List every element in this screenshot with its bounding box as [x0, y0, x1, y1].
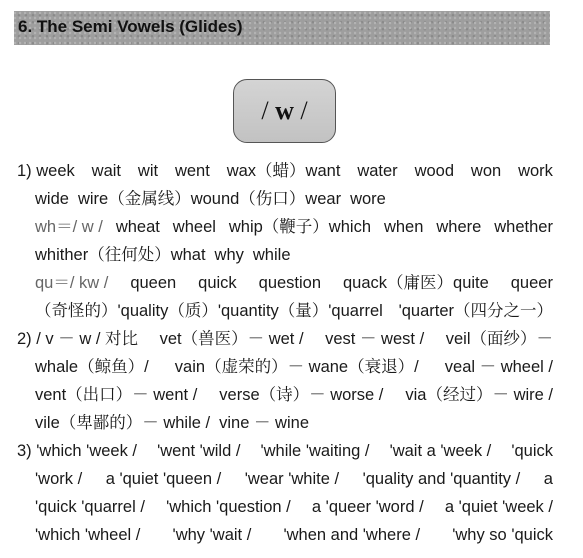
word-item: wheel	[172, 218, 216, 236]
word-item: whip（鞭子）which	[228, 218, 371, 236]
text-line	[35, 297, 553, 325]
word-item: vent（出口）－ went /	[35, 386, 198, 404]
word-item: a 'queer 'word /	[311, 498, 424, 516]
word-item: 'work /	[35, 470, 83, 488]
word-item: 'why 'wait /	[172, 526, 252, 544]
word-item: why	[214, 246, 244, 264]
word-item: 'quick 'quarrel /	[35, 498, 145, 516]
text-line	[35, 409, 553, 437]
section-title: 6. The Semi Vowels (Glides)	[18, 17, 243, 36]
text-line	[35, 381, 553, 409]
word-item: 'while 'waiting /	[260, 442, 370, 460]
text-line	[17, 437, 553, 465]
word-item: whether	[494, 218, 553, 236]
word-item: water	[357, 162, 398, 180]
word-item: vain（虚荣的）－ wane（衰退）/	[174, 358, 419, 376]
word-item: vet（兽医）－ wet /	[159, 330, 304, 348]
word-item: queen	[130, 274, 177, 292]
word-item: when	[383, 218, 424, 236]
text-line	[35, 521, 553, 549]
word-item: qu＝/ kw /	[35, 274, 109, 292]
word-item: veal － wheel /	[444, 358, 553, 376]
phoneme-symbol: / w /	[261, 96, 308, 125]
word-item: quick	[198, 274, 237, 292]
word-item: 1) week	[17, 162, 75, 180]
text-line	[17, 325, 553, 353]
word-item: a 'quiet 'queen /	[105, 470, 222, 488]
text-line	[35, 465, 553, 493]
word-item: verse（诗）－ worse /	[219, 386, 384, 404]
word-item: where	[436, 218, 482, 236]
word-item: wore	[350, 190, 386, 208]
word-item: wood	[414, 162, 455, 180]
word-item: 'which 'question /	[166, 498, 291, 516]
word-item: vine － wine	[219, 414, 309, 432]
word-item: went	[174, 162, 210, 180]
word-item: wire（金属线）wound（伤口）wear	[77, 190, 342, 208]
word-item: whale（鲸鱼）/	[35, 358, 149, 376]
word-item: 'which 'wheel /	[35, 526, 141, 544]
word-item: a	[543, 470, 553, 488]
text-line	[35, 493, 553, 521]
word-item: veil（面纱）－	[445, 330, 553, 348]
word-item: while	[252, 246, 291, 264]
word-item: work	[518, 162, 553, 180]
word-item: 'went 'wild /	[157, 442, 241, 460]
word-item: via（经过）－ wire /	[405, 386, 553, 404]
word-item: quack（庸医）quite	[342, 274, 489, 292]
word-item: a 'quiet 'week /	[444, 498, 553, 516]
word-item: 'quality and 'quantity /	[362, 470, 521, 488]
text-line	[35, 213, 553, 241]
word-item: 'quarter（四分之一）	[398, 302, 553, 320]
word-item: 2) / v － w / 对比	[17, 330, 139, 348]
text-line	[17, 157, 553, 185]
word-item: 3) 'which 'week /	[17, 442, 138, 460]
word-item: won	[470, 162, 502, 180]
section-header	[14, 11, 550, 45]
word-item: wide	[35, 190, 69, 208]
word-item: question	[258, 274, 322, 292]
word-item: wit	[137, 162, 159, 180]
word-item: （奇怪的）'quality（质）'quantity（量）'quarrel	[35, 302, 383, 320]
word-item: wait	[91, 162, 122, 180]
phoneme-box	[233, 79, 336, 143]
word-item: whither（往何处）what	[35, 246, 206, 264]
word-item: wax（蜡）want	[226, 162, 341, 180]
text-line	[35, 269, 553, 297]
text-line	[35, 241, 553, 269]
word-item: vile（卑鄙的）－ while /	[35, 414, 211, 432]
word-item: wheat	[115, 218, 160, 236]
word-item: 'wait a 'week /	[389, 442, 492, 460]
word-item: wh＝/ w /	[35, 218, 103, 236]
word-item: vest － west /	[325, 330, 425, 348]
word-item: 'quick	[511, 442, 553, 460]
text-line	[35, 185, 553, 213]
word-item: 'when and 'where /	[283, 526, 421, 544]
word-item: 'why so 'quick	[452, 526, 553, 544]
word-item: queer	[510, 274, 553, 292]
text-line	[35, 353, 553, 381]
word-item: 'wear 'white /	[244, 470, 340, 488]
